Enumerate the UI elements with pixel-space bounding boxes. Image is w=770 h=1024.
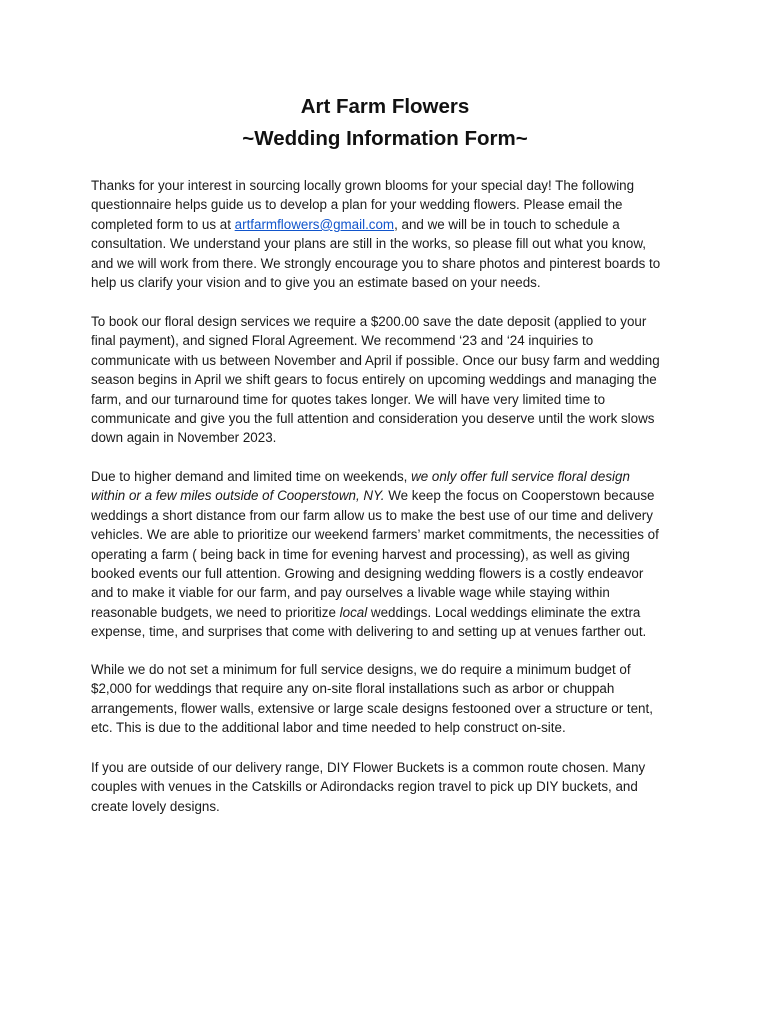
text-line: booked events our full attention. Growing and designing wedding flowers is a costly endeavor	[91, 566, 644, 582]
text-line: consultation. We understand your plans are still in the works, so please fill out what you know,	[91, 236, 647, 252]
text-line: operating a farm ( being back in time for evening harvest and processing), as well as giving	[91, 546, 630, 562]
text-fragment: reasonable budgets, we need to prioritize	[91, 604, 340, 620]
text-line	[91, 467, 691, 486]
text-line: If you are outside of our delivery range, DIY Flower Buckets is a common route chosen. Many	[91, 760, 646, 775]
text-fragment: We keep the focus on Cooperstown because	[384, 488, 655, 504]
text-line: $2,000 for weddings that require any on-site floral installations such as arbor or chuppah	[91, 681, 615, 697]
text-line: and we will work from there. We strongly encourage you to share photos and pinterest boards to	[91, 255, 661, 271]
text-line: weddings a short distance from our farm allow us to make the best use of our time and delivery	[91, 507, 653, 523]
text-line: vehicles. We are able to prioritize our weekend farmers’ market commitments, the necessities of	[91, 527, 659, 543]
diy-buckets-paragraph	[91, 758, 691, 816]
italic-text: within or a few miles outside of Cooperstown, NY.	[91, 488, 385, 504]
intro-paragraph	[91, 176, 691, 292]
email-link[interactable]: artfarmflowers@gmail.com	[234, 216, 395, 232]
text-fragment: completed form to us at	[91, 216, 235, 232]
text-line: and to make it viable for our farm, and pay ourselves a livable wage while staying within	[91, 585, 610, 601]
text-line: While we do not set a minimum for full service designs, we do require a minimum budget of	[91, 662, 631, 677]
text-line: farm, and our turnaround time for quotes takes longer. We will have very limited time to	[91, 391, 606, 407]
text-line: down again in November 2023.	[91, 430, 277, 446]
text-line: Thanks for your interest in sourcing locally grown blooms for your special day! The following	[91, 178, 635, 193]
document-title: Art Farm Flowers	[300, 95, 470, 118]
text-line: etc. This is due to the additional labor and time needed to help construct on-site.	[91, 720, 566, 736]
text-line: To book our floral design services we require a $200.00 save the date deposit (applied to your	[91, 314, 647, 329]
booking-paragraph	[91, 312, 691, 448]
text-line: create lovely designs.	[91, 798, 220, 814]
text-line	[91, 603, 691, 622]
text-line: communicate and give you the full attention and consideration you deserve until the work slows	[91, 411, 655, 427]
text-line: couples with venues in the Catskills or Adirondacks region travel to pick up DIY buckets, and	[91, 779, 638, 795]
text-line: expense, time, and surprises that come with delivering to and setting up at venues farther out.	[91, 624, 647, 640]
document-subtitle: ~Wedding Information Form~	[242, 127, 528, 150]
minimum-budget-paragraph	[91, 660, 691, 738]
text-fragment: , and we will be in touch to schedule a	[394, 216, 620, 232]
text-fragment: weddings. Local weddings eliminate the extra	[367, 604, 641, 620]
text-line: arrangements, flower walls, extensive or large scale designs festooned over a structure or tent,	[91, 700, 653, 716]
text-line: final payment), and signed Floral Agreement. We recommend ‘23 and ‘24 inquiries to	[91, 333, 594, 349]
text-line	[91, 486, 691, 505]
text-line: help us clarify your vision and to give you an estimate based on your needs.	[91, 275, 541, 291]
text-line: season begins in April we shift gears to focus entirely on upcoming weddings and managing the	[91, 372, 657, 388]
italic-text: we only offer full service floral design	[411, 469, 630, 484]
text-line: communicate with us between November and April if possible. Once our busy farm and wedding	[91, 352, 660, 368]
italic-text: local	[339, 604, 368, 620]
service-area-paragraph	[91, 467, 691, 642]
text-line	[91, 215, 691, 234]
text-fragment: Due to higher demand and limited time on weekends,	[91, 469, 412, 484]
text-line: questionnaire helps guide us to develop a plan for your wedding flowers. Please email the	[91, 197, 623, 213]
